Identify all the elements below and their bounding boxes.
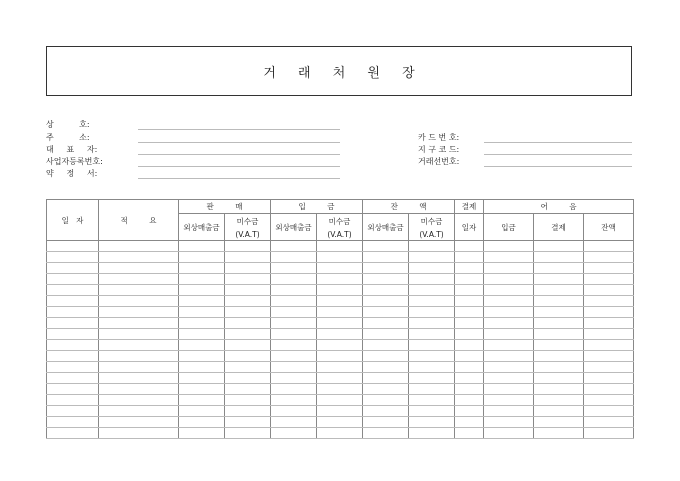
table-cell[interactable] (225, 428, 271, 439)
table-cell[interactable] (179, 285, 225, 296)
table-row (47, 274, 634, 285)
header-settle-date-top (455, 200, 484, 214)
header-note-balance: 잔액 (584, 214, 634, 241)
table-cell[interactable] (363, 373, 409, 384)
table-cell[interactable] (584, 362, 634, 373)
table-cell[interactable] (484, 329, 534, 340)
info-label-district-code: 지 구 코 드: (418, 145, 460, 154)
table-cell[interactable] (47, 351, 99, 362)
header-balance-receivable-label: 미수금 (420, 216, 443, 226)
table-cell[interactable] (99, 285, 179, 296)
table-cell[interactable] (47, 318, 99, 329)
table-cell[interactable] (584, 318, 634, 329)
info-field-business-number[interactable] (138, 157, 340, 167)
table-cell[interactable] (484, 318, 534, 329)
table-cell[interactable] (225, 329, 271, 340)
table-cell[interactable] (534, 417, 584, 428)
table-cell[interactable] (484, 307, 534, 318)
table-cell[interactable] (363, 340, 409, 351)
table-cell[interactable] (99, 296, 179, 307)
header-settle-date-line1: 결제 (461, 202, 477, 211)
table-cell[interactable] (455, 274, 484, 285)
table-cell[interactable] (271, 318, 317, 329)
table-cell[interactable] (409, 362, 455, 373)
table-cell[interactable] (271, 252, 317, 263)
header-sales-receivable (225, 214, 271, 241)
info-field-address[interactable] (138, 133, 340, 143)
table-row (47, 318, 634, 329)
table-cell[interactable] (99, 329, 179, 340)
header-note-deposit: 입금 (484, 214, 534, 241)
table-cell[interactable] (584, 373, 634, 384)
header-deposit: 입 금 (271, 200, 363, 214)
table-cell[interactable] (584, 384, 634, 395)
header-balance-receivable (409, 214, 455, 241)
table-cell[interactable] (363, 296, 409, 307)
table-cell[interactable] (317, 384, 363, 395)
table-cell[interactable] (179, 329, 225, 340)
table-cell[interactable] (225, 362, 271, 373)
table-cell[interactable] (271, 406, 317, 417)
table-cell[interactable] (47, 406, 99, 417)
table-cell[interactable] (179, 318, 225, 329)
table-cell[interactable] (584, 241, 634, 252)
table-row (47, 417, 634, 428)
table-cell[interactable] (225, 307, 271, 318)
table-cell[interactable] (179, 373, 225, 384)
ledger-table (46, 199, 634, 439)
info-field-client-number[interactable] (484, 157, 632, 167)
table-cell[interactable] (484, 417, 534, 428)
table-cell[interactable] (179, 263, 225, 274)
table-cell[interactable] (534, 285, 584, 296)
table-cell[interactable] (409, 263, 455, 274)
table-cell[interactable] (317, 318, 363, 329)
table-cell[interactable] (409, 241, 455, 252)
header-date: 일 자 (47, 200, 99, 241)
table-cell[interactable] (99, 362, 179, 373)
table-cell[interactable] (179, 241, 225, 252)
table-cell[interactable] (455, 406, 484, 417)
table-cell[interactable] (271, 373, 317, 384)
header-deposit-receivable (317, 214, 363, 241)
table-cell[interactable] (455, 263, 484, 274)
table-cell[interactable] (534, 307, 584, 318)
table-cell[interactable] (363, 362, 409, 373)
table-cell[interactable] (271, 395, 317, 406)
table-cell[interactable] (409, 406, 455, 417)
table-cell[interactable] (363, 274, 409, 285)
table-cell[interactable] (99, 373, 179, 384)
info-label-agreement: 약 정 서: (46, 169, 98, 178)
table-cell[interactable] (534, 274, 584, 285)
table-cell[interactable] (455, 307, 484, 318)
table-row (47, 406, 634, 417)
header-sales-credit: 외상매출금 (179, 214, 225, 241)
table-cell[interactable] (317, 340, 363, 351)
table-cell[interactable] (484, 384, 534, 395)
table-cell[interactable] (409, 351, 455, 362)
table-cell[interactable] (47, 252, 99, 263)
table-cell[interactable] (455, 241, 484, 252)
header-settle-date-bottom: 일자 (455, 214, 484, 241)
table-row (47, 329, 634, 340)
table-cell[interactable] (47, 395, 99, 406)
table-cell[interactable] (47, 417, 99, 428)
info-label-client-number: 거래선번호: (418, 157, 460, 166)
table-cell[interactable] (47, 340, 99, 351)
table-cell[interactable] (99, 384, 179, 395)
table-cell[interactable] (534, 263, 584, 274)
table-cell[interactable] (317, 252, 363, 263)
table-cell[interactable] (99, 351, 179, 362)
table-cell[interactable] (455, 296, 484, 307)
info-row-district-code (418, 143, 632, 155)
table-cell[interactable] (99, 395, 179, 406)
info-field-company[interactable] (138, 120, 340, 130)
table-cell[interactable] (409, 329, 455, 340)
header-sales-vat-label: (V.A.T) (235, 229, 260, 239)
table-row (47, 252, 634, 263)
table-cell[interactable] (455, 362, 484, 373)
table-cell[interactable] (271, 329, 317, 340)
table-cell[interactable] (225, 340, 271, 351)
table-cell[interactable] (47, 329, 99, 340)
header-note-settle: 결제 (534, 214, 584, 241)
table-cell[interactable] (271, 384, 317, 395)
info-label-address: 주 소: (46, 133, 90, 142)
table-cell[interactable] (47, 362, 99, 373)
table-cell[interactable] (363, 307, 409, 318)
table-cell[interactable] (409, 307, 455, 318)
table-cell[interactable] (484, 351, 534, 362)
table-cell[interactable] (484, 296, 534, 307)
table-cell[interactable] (484, 263, 534, 274)
table-cell[interactable] (317, 285, 363, 296)
table-row (47, 307, 634, 318)
table-cell[interactable] (584, 329, 634, 340)
table-cell[interactable] (409, 318, 455, 329)
info-row-representative (46, 143, 340, 155)
table-cell[interactable] (409, 285, 455, 296)
table-cell[interactable] (225, 285, 271, 296)
table-cell[interactable] (99, 241, 179, 252)
table-cell[interactable] (534, 241, 584, 252)
table-cell[interactable] (534, 252, 584, 263)
table-cell[interactable] (99, 307, 179, 318)
table-row (47, 340, 634, 351)
table-cell[interactable] (179, 428, 225, 439)
table-cell[interactable] (225, 318, 271, 329)
table-cell[interactable] (534, 340, 584, 351)
table-cell[interactable] (534, 296, 584, 307)
table-cell[interactable] (584, 296, 634, 307)
header-balance: 잔 액 (363, 200, 455, 214)
table-cell[interactable] (47, 263, 99, 274)
info-field-agreement[interactable] (138, 169, 340, 179)
table-cell[interactable] (455, 351, 484, 362)
table-cell[interactable] (409, 274, 455, 285)
header-note: 어 음 (484, 200, 634, 214)
table-cell[interactable] (225, 274, 271, 285)
table-cell[interactable] (409, 428, 455, 439)
table-cell[interactable] (484, 406, 534, 417)
table-cell[interactable] (99, 274, 179, 285)
table-cell[interactable] (363, 351, 409, 362)
table-row (47, 428, 634, 439)
header-deposit-vat-label: (V.A.T) (327, 229, 352, 239)
table-cell[interactable] (225, 406, 271, 417)
table-cell[interactable] (225, 263, 271, 274)
table-cell[interactable] (179, 340, 225, 351)
table-cell[interactable] (99, 252, 179, 263)
table-cell[interactable] (455, 329, 484, 340)
table-cell[interactable] (271, 263, 317, 274)
table-cell[interactable] (409, 417, 455, 428)
table-cell[interactable] (271, 285, 317, 296)
table-cell[interactable] (363, 241, 409, 252)
table-cell[interactable] (47, 307, 99, 318)
info-row-client-number (418, 155, 632, 167)
info-row-company (46, 118, 340, 130)
table-cell[interactable] (179, 351, 225, 362)
table-cell[interactable] (271, 417, 317, 428)
table-cell[interactable] (317, 362, 363, 373)
table-cell[interactable] (225, 351, 271, 362)
info-row-business-number (46, 155, 340, 167)
table-cell[interactable] (47, 241, 99, 252)
table-cell[interactable] (584, 417, 634, 428)
table-cell[interactable] (455, 428, 484, 439)
table-cell[interactable] (317, 263, 363, 274)
table-cell[interactable] (534, 406, 584, 417)
info-label-company: 상 호: (46, 120, 90, 129)
table-cell[interactable] (584, 395, 634, 406)
table-cell[interactable] (484, 362, 534, 373)
info-row-card-number (418, 131, 632, 143)
table-row (47, 373, 634, 384)
table-cell[interactable] (271, 340, 317, 351)
table-cell[interactable] (484, 274, 534, 285)
table-cell[interactable] (317, 406, 363, 417)
table-cell[interactable] (179, 417, 225, 428)
table-cell[interactable] (47, 373, 99, 384)
table-cell[interactable] (99, 417, 179, 428)
header-balance-vat-label: (V.A.T) (419, 229, 444, 239)
table-cell[interactable] (179, 274, 225, 285)
table-cell[interactable] (271, 362, 317, 373)
table-cell[interactable] (584, 263, 634, 274)
table-row (47, 362, 634, 373)
table-cell[interactable] (584, 274, 634, 285)
header-description: 적 요 (99, 200, 179, 241)
table-cell[interactable] (484, 395, 534, 406)
table-cell[interactable] (47, 285, 99, 296)
table-row (47, 395, 634, 406)
table-row (47, 263, 634, 274)
table-cell[interactable] (584, 307, 634, 318)
table-cell[interactable] (99, 406, 179, 417)
header-sales: 판 매 (179, 200, 271, 214)
table-cell[interactable] (584, 285, 634, 296)
table-cell[interactable] (225, 252, 271, 263)
table-cell[interactable] (317, 417, 363, 428)
table-cell[interactable] (317, 395, 363, 406)
info-row-address (46, 131, 340, 143)
table-cell[interactable] (317, 307, 363, 318)
table-cell[interactable] (363, 252, 409, 263)
table-cell[interactable] (455, 318, 484, 329)
table-cell[interactable] (534, 428, 584, 439)
table-cell[interactable] (179, 406, 225, 417)
table-cell[interactable] (99, 318, 179, 329)
info-label-representative: 대 표 자: (46, 145, 98, 154)
table-cell[interactable] (409, 384, 455, 395)
table-cell[interactable] (317, 373, 363, 384)
table-cell[interactable] (484, 428, 534, 439)
table-cell[interactable] (409, 340, 455, 351)
info-label-card-number: 카 드 번 호: (418, 133, 460, 142)
table-cell[interactable] (534, 318, 584, 329)
table-cell[interactable] (455, 252, 484, 263)
table-cell[interactable] (225, 395, 271, 406)
table-cell[interactable] (317, 274, 363, 285)
table-cell[interactable] (363, 285, 409, 296)
table-cell[interactable] (484, 241, 534, 252)
table-cell[interactable] (99, 263, 179, 274)
header-balance-credit: 외상매출금 (363, 214, 409, 241)
table-cell[interactable] (534, 362, 584, 373)
table-cell[interactable] (271, 307, 317, 318)
table-cell[interactable] (534, 384, 584, 395)
table-cell[interactable] (455, 285, 484, 296)
table-cell[interactable] (225, 384, 271, 395)
header-sales-receivable-label: 미수금 (236, 216, 259, 226)
table-cell[interactable] (317, 329, 363, 340)
info-field-district-code[interactable] (484, 145, 632, 155)
table-cell[interactable] (455, 417, 484, 428)
info-row-agreement (46, 167, 340, 179)
table-cell[interactable] (534, 351, 584, 362)
table-cell[interactable] (484, 373, 534, 384)
page-title: 거 래 처 원 장 (263, 65, 424, 81)
table-cell[interactable] (363, 395, 409, 406)
table-cell[interactable] (47, 384, 99, 395)
table-cell[interactable] (179, 307, 225, 318)
header-deposit-credit: 외상매출금 (271, 214, 317, 241)
table-cell[interactable] (363, 406, 409, 417)
table-cell[interactable] (584, 252, 634, 263)
table-cell[interactable] (409, 296, 455, 307)
table-cell[interactable] (179, 252, 225, 263)
table-cell[interactable] (47, 428, 99, 439)
info-label-business-number: 사업자등록번호: (46, 157, 103, 166)
header-deposit-receivable-label: 미수금 (328, 216, 351, 226)
table-cell[interactable] (363, 263, 409, 274)
table-cell[interactable] (409, 252, 455, 263)
table-cell[interactable] (225, 241, 271, 252)
table-cell[interactable] (534, 329, 584, 340)
table-cell[interactable] (179, 395, 225, 406)
table-cell[interactable] (271, 274, 317, 285)
table-cell[interactable] (409, 395, 455, 406)
table-cell[interactable] (455, 384, 484, 395)
table-cell[interactable] (47, 274, 99, 285)
table-cell[interactable] (225, 296, 271, 307)
table-row (47, 384, 634, 395)
table-cell[interactable] (363, 428, 409, 439)
table-cell[interactable] (271, 241, 317, 252)
table-cell[interactable] (271, 351, 317, 362)
table-cell[interactable] (271, 296, 317, 307)
table-cell[interactable] (99, 428, 179, 439)
table-cell[interactable] (409, 373, 455, 384)
table-cell[interactable] (225, 417, 271, 428)
table-cell[interactable] (584, 406, 634, 417)
table-cell[interactable] (271, 428, 317, 439)
info-field-card-number[interactable] (484, 133, 632, 143)
ledger-body (47, 241, 634, 439)
table-cell[interactable] (317, 241, 363, 252)
table-cell[interactable] (455, 340, 484, 351)
table-row (47, 285, 634, 296)
table-row (47, 296, 634, 307)
table-cell[interactable] (484, 285, 534, 296)
table-cell[interactable] (534, 395, 584, 406)
table-cell[interactable] (484, 340, 534, 351)
table-cell[interactable] (363, 318, 409, 329)
table-cell[interactable] (179, 296, 225, 307)
title-box (46, 46, 632, 96)
table-cell[interactable] (363, 384, 409, 395)
table-cell[interactable] (317, 296, 363, 307)
table-cell[interactable] (317, 351, 363, 362)
table-cell[interactable] (47, 296, 99, 307)
table-cell[interactable] (584, 340, 634, 351)
table-row (47, 351, 634, 362)
table-cell[interactable] (455, 373, 484, 384)
table-row (47, 241, 634, 252)
table-cell[interactable] (455, 395, 484, 406)
table-cell[interactable] (534, 373, 584, 384)
table-cell[interactable] (179, 384, 225, 395)
table-cell[interactable] (584, 351, 634, 362)
table-cell[interactable] (317, 428, 363, 439)
table-cell[interactable] (363, 329, 409, 340)
table-cell[interactable] (584, 428, 634, 439)
info-field-representative[interactable] (138, 145, 340, 155)
table-cell[interactable] (484, 252, 534, 263)
table-cell[interactable] (179, 362, 225, 373)
table-cell[interactable] (363, 417, 409, 428)
table-cell[interactable] (225, 373, 271, 384)
table-cell[interactable] (99, 340, 179, 351)
